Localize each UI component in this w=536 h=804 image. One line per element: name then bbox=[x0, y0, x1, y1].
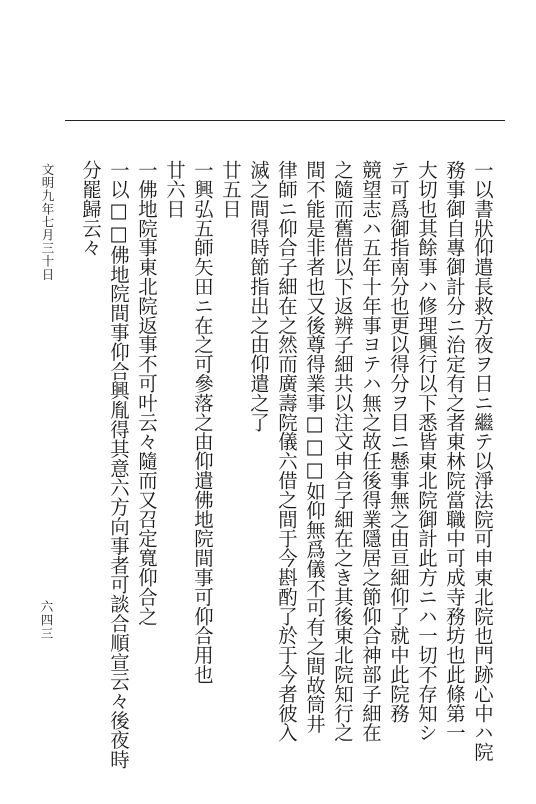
text-line: 一以書狀仰遣長救方夜ヲ日ニ繼テ以淨法院可申東北院也門跡心中ハ院 bbox=[471, 160, 494, 762]
date-line: 文明九年七月三十日 bbox=[40, 163, 55, 281]
text-line: 律師ニ仰合子細在之然而廣壽院儀六借之間于今斟酌了於于今者彼入 bbox=[275, 160, 298, 742]
text-line: 間不能是非者也又後尊得業事□□□如仰無爲儀不可有之間故筒井 bbox=[303, 160, 326, 734]
text-line: 競望志ハ五年十年事ヨテハ無之故任後得業隱居之節仰合神部子細在 bbox=[359, 160, 382, 742]
text-line: 一佛地院事東北院返事不可叶云々隨而又召定寬仰合之 bbox=[135, 160, 158, 626]
page-number: 六四三 bbox=[39, 600, 54, 641]
top-rule bbox=[65, 120, 505, 121]
text-line: 一以□□佛地院間事仰合興胤得其意六方向事者可談合順宣云々後夜時 bbox=[107, 160, 130, 769]
text-line: 大切也其餘事ハ修理興行以下悉皆東北院御計此方ニハ一切不存知シ bbox=[415, 160, 438, 742]
text-line: 一興弘五師矢田ニ在之可參落之由仰遣佛地院間事可仰合用也 bbox=[191, 160, 214, 684]
text-line: テ可爲御指南分也更以得分ヲ目ニ懸事無之由亘細仰了就中此院務 bbox=[387, 160, 410, 723]
text-line: 務事御自專御計分ニ治定有之者東林院當職中可成寺務坊也此條第一 bbox=[443, 160, 466, 742]
text-line: 滅之間得時節指出之由仰遣之了 bbox=[247, 160, 270, 432]
text-line: 之隨而舊借以下返辨子細共以注文申合子細在之き其後東北院知行之 bbox=[331, 160, 354, 742]
day-heading: 廿五日 bbox=[219, 160, 242, 219]
text-line: 分罷歸云々 bbox=[79, 160, 102, 257]
day-heading: 廿六日 bbox=[163, 160, 186, 219]
